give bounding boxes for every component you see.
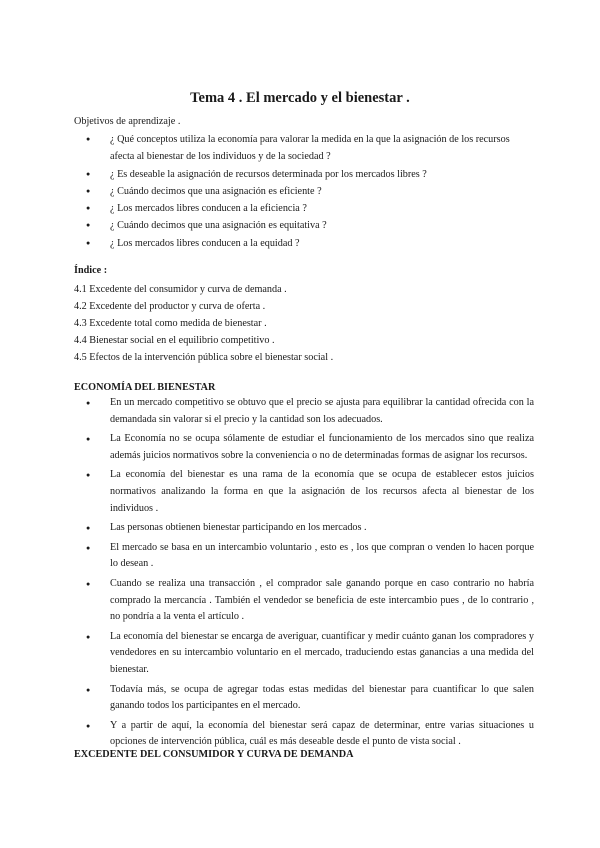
indice-heading: Índice : [74,265,108,276]
list-item: 4.4 Bienestar social en el equilibrio competitivo . [74,335,275,346]
list-item: ● ¿ Cuándo decimos que una asignación es eficiente ? [74,183,534,200]
list-item: ● ¿ Es deseable la asignación de recursos determinada por los mercados libres ? [74,166,534,183]
section-heading-excedente: EXCEDENTE DEL CONSUMIDOR Y CURVA DE DEMANDA [74,749,354,760]
list-item: ● ¿ Los mercados libres conducen a la equidad ? [74,235,534,252]
list-item: ● Y a partir de aquí, la economía del bienestar será capaz de determinar, entre varias situaciones u opciones de intervención pública, cuál es más deseable desde el punto de vista social . [74,718,534,751]
list-item: ● El mercado se basa en un intercambio voluntario , esto es , los que compran o venden lo hacen porque lo desean . [74,540,534,573]
objetivos-heading: Objetivos de aprendizaje . [74,116,181,127]
list-item: ● La economía del bienestar se encarga de averiguar, cuantificar y medir cuánto ganan los compradores y vendedores en su intercambio voluntario en el mercado, traduciendo estas ganancias a una medida del bienestar. [74,629,534,679]
list-item: ● ¿ Qué conceptos utiliza la economía para valorar la medida en la que la asignación de los recursos afecta al bienestar de los individuos y de la sociedad ? [74,131,534,166]
section-heading-bienestar: ECONOMÍA DEL BIENESTAR [74,382,216,393]
list-item: ● ¿ Los mercados libres conducen a la eficiencia ? [74,200,534,217]
list-item: ● En un mercado competitivo se obtuvo que el precio se ajusta para equilibrar la cantidad ofrecida con la demandada sin valorar si el precio y la cantidad son los adecuados. [74,395,534,428]
list-item: ● Cuando se realiza una transacción , el comprador sale ganando porque en caso contrario no habría comprado la mercancía . También el vendedor se beneficia de este intercambio pues , de lo contrario , no pondría a la venta el artículo . [74,576,534,626]
indice-list [74,281,333,366]
list-item: 4.5 Efectos de la intervención pública sobre el bienestar social . [74,352,334,363]
list-item: 4.2 Excedente del productor y curva de oferta . [74,301,266,312]
list-item: ● Todavía más, se ocupa de agregar todas estas medidas del bienestar para cuantificar lo que salen ganando todos los participantes en el mercado. [74,682,534,715]
list-item: 4.3 Excedente total como medida de bienestar . [74,318,267,329]
list-item: ● La Economía no se ocupa sólamente de estudiar el funcionamiento de los mercados sino que realiza además juicios normativos sobre la conveniencia o no de determinadas formas de asignar los recursos. [74,431,534,464]
page-title: Tema 4 . El mercado y el bienestar . [190,90,410,106]
bienestar-list [74,395,534,754]
list-item: ● La economía del bienestar es una rama de la economía que se ocupa de establecer estos juicios normativos analizando la forma en que la asignación de los recursos afecta al bienestar de los individuos . [74,467,534,517]
objetivos-list [74,131,534,252]
list-item: ● ¿ Cuándo decimos que una asignación es equitativa ? [74,217,534,234]
list-item: ● Las personas obtienen bienestar participando en los mercados . [74,520,534,537]
list-item: 4.1 Excedente del consumidor y curva de demanda . [74,284,287,295]
